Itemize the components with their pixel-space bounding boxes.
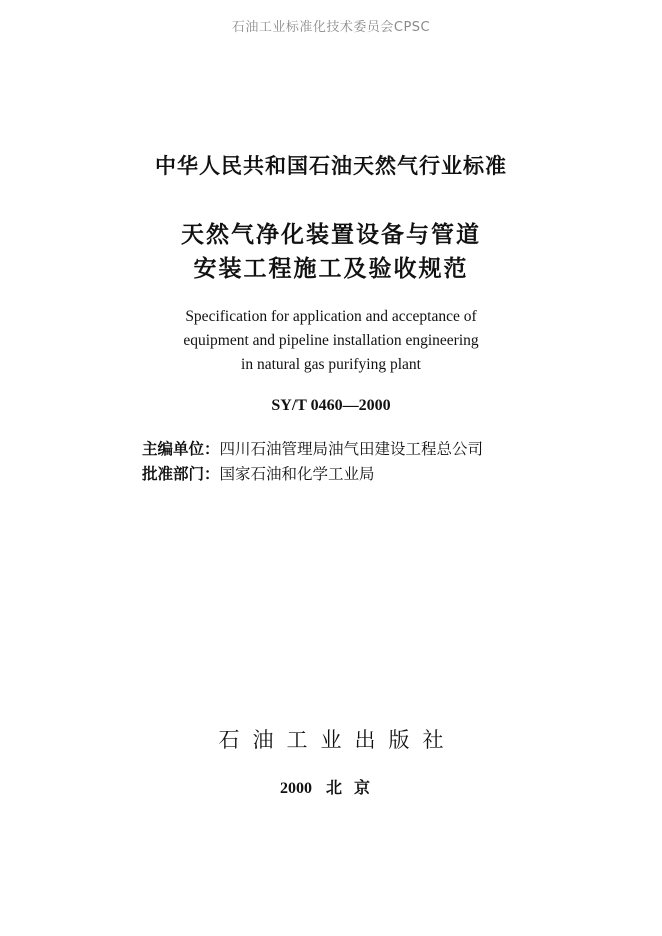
chinese-title-line-2: 安装工程施工及验收规范	[193, 256, 469, 282]
info-block	[142, 437, 483, 487]
imprint	[0, 775, 662, 798]
industry-standard-heading: 中华人民共和国石油天然气行业标准	[155, 154, 507, 178]
approver-value: 国家石油和化学工业局	[219, 465, 375, 483]
standard-number: SY/T 0460—2000	[271, 397, 391, 414]
chinese-title	[0, 218, 662, 286]
approver-label: 批准部门：	[142, 465, 220, 483]
english-title-line-2: equipment and pipeline installation engineering	[183, 332, 479, 349]
header-watermark: 石油工业标准化技术委员会CPSC	[231, 20, 431, 35]
editor-line	[142, 437, 483, 462]
english-title	[0, 305, 662, 377]
chinese-title-line-1: 天然气净化装置设备与管道	[181, 222, 481, 248]
editor-value: 四川石油管理局油气田建设工程总公司	[219, 440, 484, 458]
english-title-line-3: in natural gas purifying plant	[241, 356, 421, 373]
imprint-year: 2000	[279, 780, 312, 797]
publisher-name: 石油工业出版社	[218, 728, 457, 752]
imprint-city: 北京	[325, 780, 382, 797]
approver-line	[142, 462, 483, 487]
editor-label: 主编单位：	[142, 440, 220, 458]
english-title-line-1: Specification for application and acceptance of	[185, 308, 477, 325]
